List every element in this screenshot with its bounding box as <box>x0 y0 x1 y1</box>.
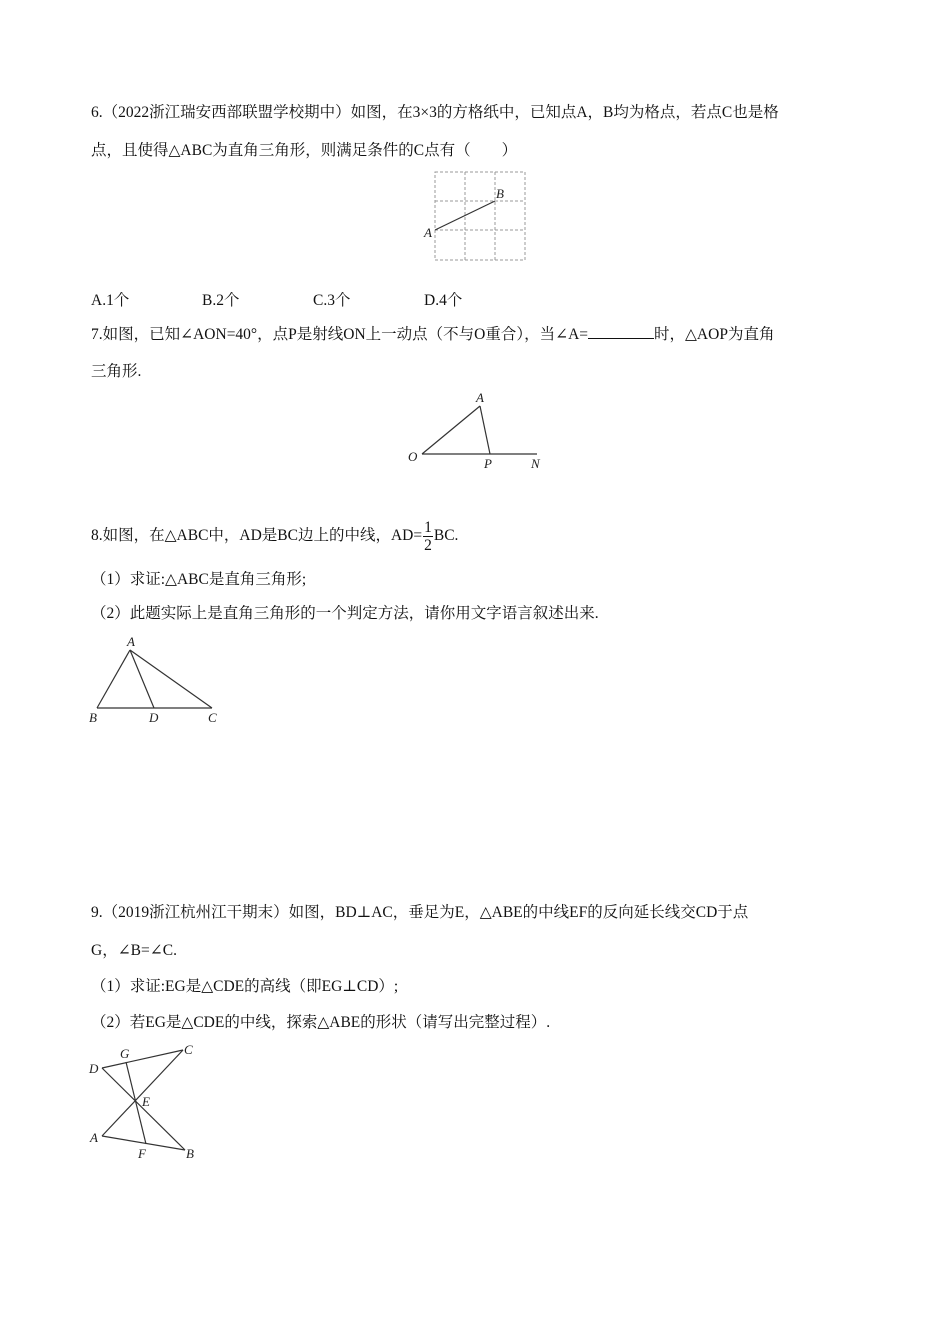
q9-sub1: （1）求证:EG是△CDE的高线（即EG⊥CD）; <box>91 978 399 995</box>
q9-segment-ca <box>102 1050 183 1136</box>
q8-frac-den: 2 <box>424 537 432 554</box>
q8-text-pre: 8.如图，在△ABC中，AD是BC边上的中线，AD= <box>91 527 423 545</box>
q7-text-pre: 7.如图，已知∠AON=40°，点P是射线ON上一动点（不与O重合），当∠A= <box>91 326 589 343</box>
q8-sub1: （1）求证:△ABC是直角三角形; <box>91 571 307 588</box>
q8-frac-num: 1 <box>424 519 432 536</box>
q9-label-f: F <box>138 1146 146 1161</box>
q6-option-c: C.3个 <box>313 292 351 309</box>
q6-text-line1: 6.（2022浙江瑞安西部联盟学校期中）如图，在3×3的方格纸中，已知点A，B均为格点，若点C也是格 <box>91 104 779 121</box>
q6-label-a: A <box>424 225 432 240</box>
q8-label-c: C <box>208 710 217 725</box>
q8-text-post: BC. <box>433 527 459 545</box>
q9-label-d: D <box>89 1061 99 1076</box>
q8-text-line1 <box>91 519 458 554</box>
q9-label-c: C <box>184 1042 193 1057</box>
q9-label-a: A <box>90 1130 98 1145</box>
q6-text-line2: 点，且使得△ABC为直角三角形，则满足条件的C点有（ ） <box>91 142 518 159</box>
q7-label-o: O <box>408 449 418 464</box>
q8-sub2: （2）此题实际上是直角三角形的一个判定方法，请你用文字语言叙述出来. <box>91 605 599 622</box>
q9-label-b: B <box>186 1146 194 1161</box>
q7-text-post: 时，△AOP为直角 <box>654 326 775 343</box>
q7-triangle-figure <box>400 385 560 480</box>
q9-text-line2: G，∠B=∠C. <box>91 942 177 959</box>
q7-answer-blank[interactable] <box>588 324 654 339</box>
q7-segment-ap <box>480 406 490 454</box>
q6-grid-lines <box>435 172 525 260</box>
q7-text-line1 <box>91 324 774 345</box>
q8-label-d: D <box>149 710 159 725</box>
q8-triangle-figure <box>85 632 225 727</box>
q9-sub2: （2）若EG是△CDE的中线，探索△ABE的形状（请写出完整过程）. <box>91 1014 551 1031</box>
q7-segment-oa <box>422 406 480 454</box>
q9-segment-dc <box>102 1050 183 1068</box>
q8-segment-ab <box>97 650 130 708</box>
q6-label-b: B <box>496 186 504 201</box>
q9-label-g: G <box>120 1046 130 1061</box>
q7-label-p: P <box>484 456 492 471</box>
q6-grid-figure <box>420 170 540 270</box>
q7-text-line2: 三角形. <box>91 363 142 380</box>
q7-label-n: N <box>531 456 540 471</box>
q6-option-b: B.2个 <box>202 292 240 309</box>
q7-label-a: A <box>476 390 484 405</box>
q8-label-a: A <box>127 634 135 649</box>
q8-label-b: B <box>89 710 97 725</box>
q6-option-a: A.1个 <box>91 292 130 309</box>
q9-text-line1: 9.（2019浙江杭州江干期末）如图，BD⊥AC，垂足为E，△ABE的中线EF的反向延长线交CD于点 <box>91 904 749 921</box>
q8-fraction <box>423 519 433 554</box>
q6-option-d: D.4个 <box>424 292 463 309</box>
q6-segment-ab <box>435 201 495 230</box>
q9-figure <box>85 1040 215 1170</box>
q9-label-e: E <box>142 1094 150 1109</box>
